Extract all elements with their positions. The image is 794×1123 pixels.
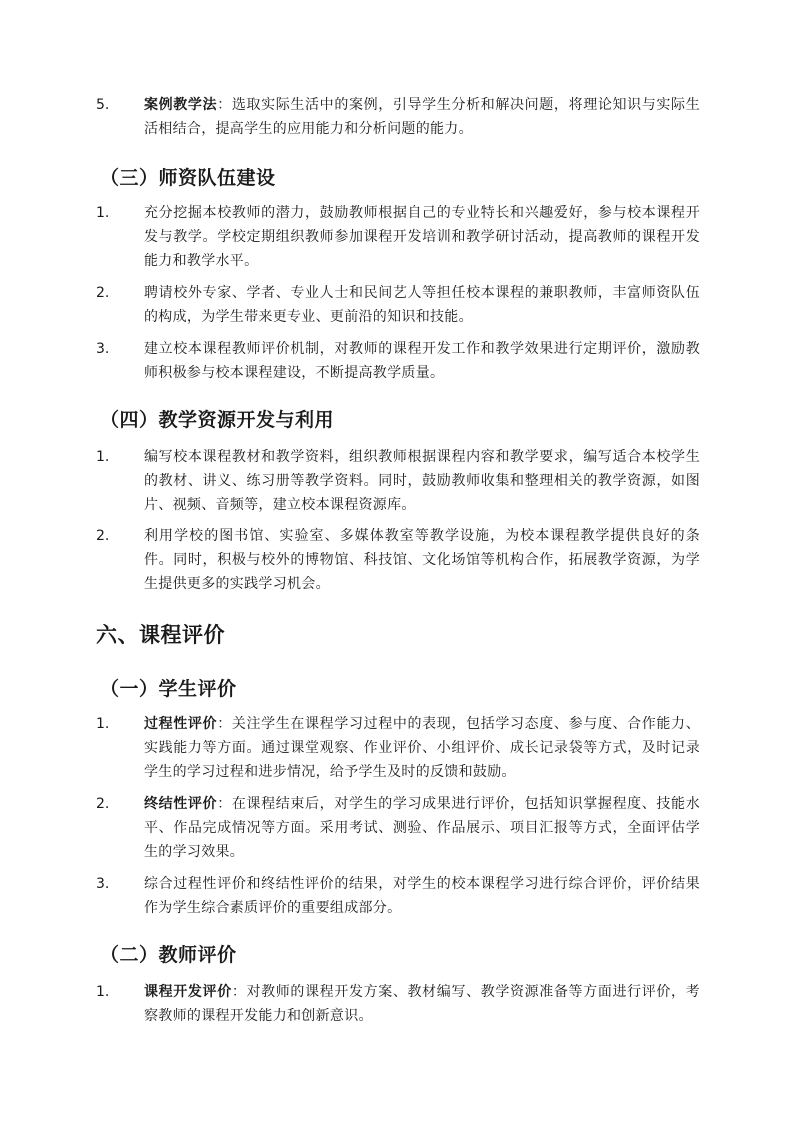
list-number: 1. — [96, 205, 110, 221]
section-heading: （四）教学资源开发与利用 — [100, 409, 335, 431]
list-text: 充分挖掘本校教师的潜力，鼓励教师根据自己的专业特长和兴趣爱好，参与校本课程开发与教学。学校定期组织教师参加课程开发培训和教学研讨活动，提高教师的课程开发能力和教学水平。 — [144, 205, 700, 269]
list-text — [144, 980, 700, 1028]
list-text: 综合过程性评价和终结性评价的结果，对学生的校本课程学习进行综合评价，评价结果作为学生综合素质评价的重要组成部分。 — [144, 876, 700, 916]
list-number: 1. — [96, 716, 110, 732]
term-label: 过程性评价 — [144, 716, 218, 732]
term-description: ：选取实际生活中的案例，引导学生分析和解决问题，将理论知识与实际生活相结合，提高学生的应用能力和分析问题的能力。 — [144, 97, 700, 137]
section-heading: （二）教师评价 — [100, 944, 237, 966]
list-item — [96, 712, 706, 784]
term-label: 案例教学法 — [144, 97, 218, 113]
list-item — [96, 524, 706, 596]
section-heading: （三）师资队伍建设 — [100, 167, 276, 189]
list-text — [144, 93, 700, 141]
list-text: 编写校本课程教材和教学资料，组织教师根据课程内容和教学要求，编写适合本校学生的教材、讲义、练习册等教学资料。同时，鼓励教师收集和整理相关的教学资源，如图片、视频、音频等，建立校本课程资源库。 — [144, 449, 700, 513]
list-text: 利用学校的图书馆、实验室、多媒体教室等教学设施，为校本课程教学提供良好的条件。同时，积极与校外的博物馆、科技馆、文化场馆等机构合作，拓展教学资源，为学生提供更多的实践学习机会。 — [144, 528, 700, 592]
list-text: 聘请校外专家、学者、专业人士和民间艺人等担任校本课程的兼职教师，丰富师资队伍的构成，为学生带来更专业、更前沿的知识和技能。 — [144, 285, 700, 325]
list-number: 2. — [96, 285, 110, 301]
term-label: 终结性评价 — [144, 796, 218, 812]
term-label: 课程开发评价 — [144, 984, 232, 1000]
chapter-heading: 六、课程评价 — [96, 623, 225, 647]
list-number: 3. — [96, 876, 110, 892]
list-item — [96, 445, 706, 517]
list-number: 2. — [96, 796, 110, 812]
list-item — [96, 281, 706, 329]
list-item — [96, 93, 706, 141]
list-item — [96, 201, 706, 273]
list-item — [96, 337, 706, 385]
list-item — [96, 980, 706, 1028]
term-description: ：对教师的课程开发方案、教材编写、教学资源准备等方面进行评价，考察教师的课程开发能力和创新意识。 — [144, 984, 700, 1024]
list-text — [144, 792, 700, 864]
list-number: 1. — [96, 449, 110, 465]
term-description: ：在课程结束后，对学生的学习成果进行评价，包括知识掌握程度、技能水平、作品完成情况等方面。采用考试、测验、作品展示、项目汇报等方式，全面评估学生的学习效果。 — [144, 796, 700, 860]
list-number: 1. — [96, 984, 110, 1000]
list-text — [144, 712, 700, 784]
list-item — [96, 872, 706, 920]
list-number: 3. — [96, 341, 110, 357]
section-heading: （一）学生评价 — [100, 678, 237, 700]
list-text: 建立校本课程教师评价机制，对教师的课程开发工作和教学效果进行定期评价，激励教师积极参与校本课程建设，不断提高教学质量。 — [144, 341, 700, 381]
term-description: ：关注学生在课程学习过程中的表现，包括学习态度、参与度、合作能力、实践能力等方面。通过课堂观察、作业评价、小组评价、成长记录袋等方式，及时记录学生的学习过程和进步情况，给予学生及时的反馈和鼓励。 — [144, 716, 700, 780]
list-item — [96, 792, 706, 864]
list-number: 2. — [96, 528, 110, 544]
list-number: 5. — [96, 97, 110, 113]
